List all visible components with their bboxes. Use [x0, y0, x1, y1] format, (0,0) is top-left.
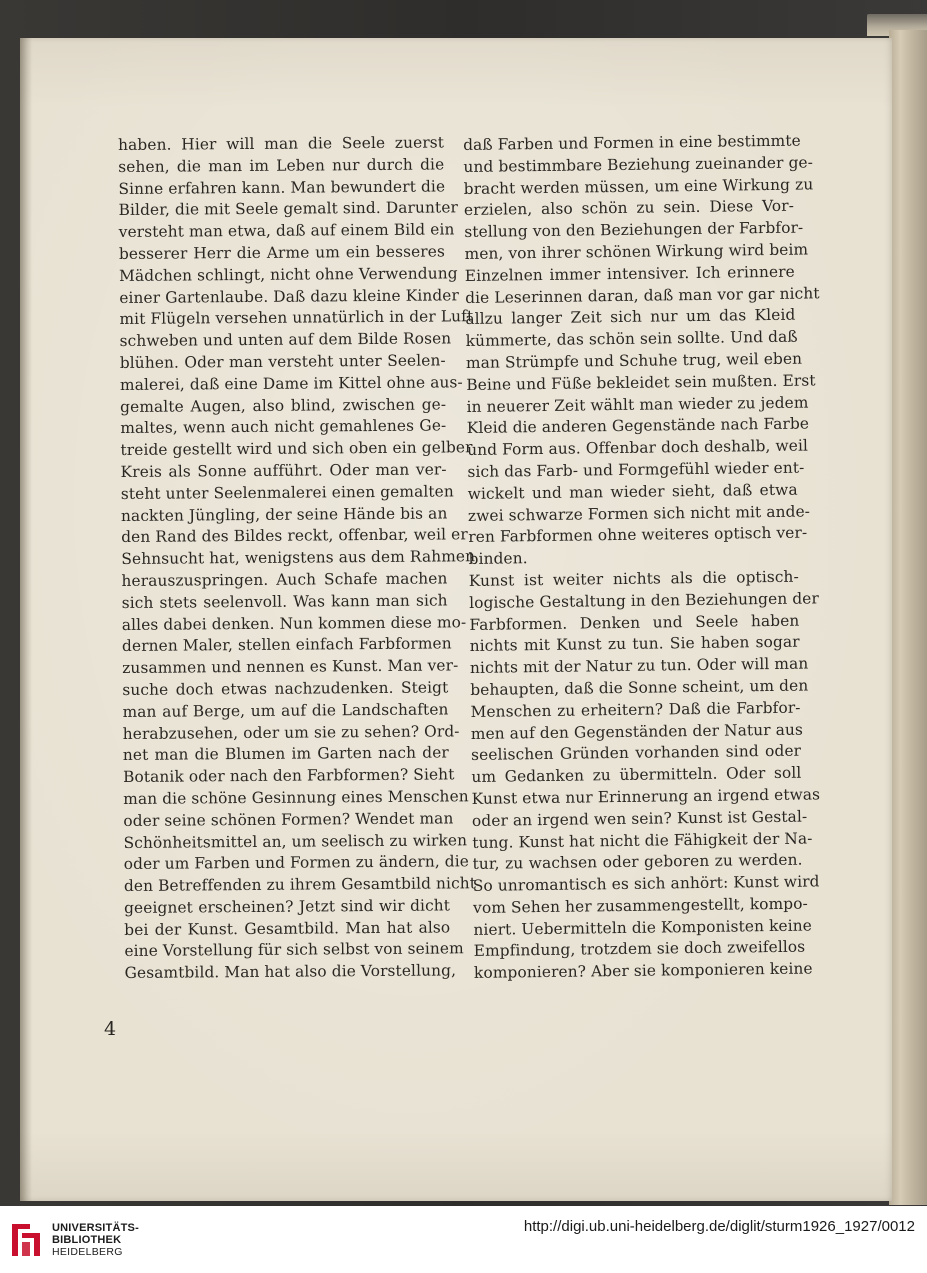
- text-line: und bestimmbare Beziehung zueinander ge-: [463, 153, 814, 176]
- text-line: Farbformen. Denken und Seele haben: [469, 611, 800, 634]
- text-line: bracht werden müssen, um eine Wirkung zu: [463, 175, 814, 198]
- text-line: sich das Farb- und Formgefühl wieder ent-: [467, 458, 805, 481]
- text-line: komponieren? Aber sie komponieren keine: [473, 959, 813, 983]
- text-line: um Gedanken zu übermitteln. Oder soll: [471, 763, 802, 787]
- text-line: in neuerer Zeit wählt man wieder zu jedem: [466, 393, 809, 416]
- text-line: sehen, die man im Leben nur durch die: [118, 155, 445, 176]
- text-line: die Leserinnen daran, daß man vor gar nicht: [465, 283, 820, 307]
- library-name[interactable]: [52, 1222, 139, 1258]
- text-line: kümmerte, das schön sein sollte. Und daß: [465, 327, 798, 351]
- book-page-edges: [889, 30, 927, 1205]
- text-line: men auf den Gegenständen der Natur aus: [470, 720, 804, 743]
- text-line: binden.: [468, 549, 528, 569]
- text-line: maltes, wenn auch nicht gemahlenes Ge-: [120, 416, 447, 438]
- text-line: eine Vorstellung für sich selbst von seinem: [124, 939, 464, 961]
- text-line: So unromantisch es sich anhört: Kunst wird: [472, 872, 820, 896]
- text-line: Beine und Füße bekleidet sein mußten. Erst: [466, 371, 816, 394]
- text-line: tung. Kunst hat nicht die Fähigkeit der Na-: [472, 828, 813, 852]
- text-line: Menschen zu erheitern? Daß die Farbfor-: [470, 698, 801, 721]
- text-line: nichts mit Kunst zu tun. Sie haben sogar: [469, 632, 800, 656]
- text-line: suche doch etwas nachzudenken. Steigt: [122, 678, 449, 699]
- text-line: Bilder, die mit Seele gemalt sind. Darunter: [118, 198, 459, 220]
- text-line: besserer Herr die Arme um ein besseres: [118, 242, 445, 263]
- text-line: Kleid die anderen Gegenstände nach Farbe: [466, 414, 810, 438]
- text-column-left: [118, 132, 477, 985]
- page-number: 4: [104, 1018, 117, 1040]
- text-line: nackten Jüngling, der seine Hände bis an: [120, 503, 448, 525]
- text-line: logische Gestaltung in den Beziehungen der: [469, 589, 820, 612]
- text-line: Gesamtbild. Man hat also die Vorstellung,: [124, 961, 457, 983]
- text-line: oder an irgend wen sein? Kunst ist Gestal-: [471, 807, 808, 830]
- text-line: und Form aus. Offenbar doch deshalb, weil: [467, 436, 809, 460]
- text-line: ren Farbformen ohne weiteres optisch ver-: [468, 523, 808, 547]
- text-line: sich stets seelenvoll. Was kann man sich: [121, 591, 448, 612]
- text-line: versteht man etwa, daß auf einem Bild ein: [118, 220, 455, 242]
- text-line: oder seine schönen Formen? Wendet man: [123, 809, 454, 830]
- text-line: Kunst etwa nur Erinnerung an irgend etwas: [471, 785, 821, 808]
- text-line: den Rand des Bildes reckt, offenbar, weil er: [121, 525, 468, 547]
- page-gutter-shadow: [20, 38, 32, 1201]
- text-line: steht unter Seelenmalerei einen gemalten: [120, 482, 454, 503]
- text-line: wickelt und man wieder sieht, daß etwa: [467, 480, 798, 503]
- text-line: herauszuspringen. Auch Schafe machen: [121, 569, 448, 590]
- text-line: stellung von den Beziehungen der Farbfor-: [464, 218, 804, 242]
- text-line: vom Sehen her zusammengestellt, kompo-: [472, 894, 808, 917]
- text-line: nichts mit der Natur zu tun. Oder will man: [469, 654, 809, 678]
- text-line: man Strümpfe und Schuhe trug, weil eben: [465, 349, 803, 372]
- text-line: net man die Blumen im Garten nach der: [122, 743, 449, 765]
- text-line: malerei, daß eine Dame im Kittel ohne aus-: [119, 373, 463, 394]
- text-line: behaupten, daß die Sonne scheint, um den: [470, 676, 809, 699]
- text-line: Einzelnen immer intensiver. Ich erinnere: [464, 262, 795, 285]
- text-line: haben. Hier will man die Seele zuerst: [118, 133, 445, 154]
- text-line: Mädchen schlingt, nicht ohne Verwendung: [119, 264, 458, 285]
- text-line: zwei schwarze Formen sich nicht mit ande-: [467, 502, 811, 525]
- text-line: einer Gartenlaube. Daß dazu kleine Kinder: [119, 285, 460, 307]
- digital-library-url-link[interactable]: http://digi.ub.uni-heidelberg.de/diglit/sturm1926_1927/0012: [523, 1218, 915, 1235]
- text-line: bei der Kunst. Gesamtbild. Man hat also: [124, 918, 451, 939]
- text-line: mit Flügeln versehen unnatürlich in der Luft: [119, 307, 474, 329]
- text-line: Kunst ist weiter nichts als die optisch-: [468, 567, 799, 590]
- text-line: blühen. Oder man versteht unter Seelen-: [119, 351, 446, 372]
- text-line: man auf Berge, um auf die Landschaften: [122, 700, 449, 721]
- text-line: man die schöne Gesinnung eines Menschen: [123, 787, 469, 808]
- text-line: men, von ihrer schönen Wirkung wird beim: [464, 240, 809, 263]
- text-line: seelischen Gründen vorhanden sind oder: [471, 741, 802, 765]
- text-line: geeignet erscheinen? Jetzt sind wir dicht: [123, 896, 451, 917]
- university-library-logo-icon[interactable]: [10, 1220, 44, 1260]
- text-line: dernen Maler, stellen einfach Farbformen: [121, 634, 452, 656]
- text-line: herabzusehen, oder um sie zu sehen? Ord-: [122, 721, 460, 743]
- text-line: daß Farben und Formen in eine bestimmte: [463, 131, 801, 154]
- text-line: allzu langer Zeit sich nur um das Kleid: [465, 306, 796, 329]
- text-line: Sinne erfahren kann. Man bewundert die: [118, 177, 446, 198]
- text-line: erzielen, also schön zu sein. Diese Vor-: [463, 197, 795, 220]
- library-name-line2: BIBLIOTHEK: [52, 1234, 122, 1246]
- text-line: oder um Farben und Formen zu ändern, die: [123, 852, 470, 874]
- text-line: Botanik oder nach den Farbformen? Sieht: [122, 765, 455, 787]
- text-line: treide gestellt wird und sich oben ein gelber: [120, 438, 473, 460]
- library-name-line1: UNIVERSITÄTS-: [52, 1222, 139, 1234]
- footer-bar: [0, 1206, 927, 1273]
- library-name-line3: HEIDELBERG: [52, 1246, 123, 1258]
- text-line: tur, zu wachsen oder geboren zu werden.: [472, 850, 803, 874]
- text-line: Empfindung, trotzdem sie doch zweifellos: [473, 938, 806, 961]
- text-line: den Betreffenden zu ihrem Gesamtbild nicht: [123, 874, 477, 896]
- text-line: zusammen und nennen es Kunst. Man ver-: [122, 656, 459, 678]
- text-line: Kreis als Sonne aufführt. Oder man ver-: [120, 460, 447, 481]
- text-line: Schönheitsmittel an, um seelisch zu wirken: [123, 830, 468, 852]
- text-line: schweben und unten auf dem Bilde Rosen: [119, 329, 452, 351]
- text-line: niert. Uebermitteln die Komponisten keine: [473, 916, 813, 939]
- text-line: gemalte Augen, also blind, zwischen ge-: [120, 394, 447, 416]
- text-line: Sehnsucht hat, wenigstens aus dem Rahmen: [121, 547, 476, 569]
- text-line: alles dabei denken. Nun kommen diese mo-: [121, 612, 467, 634]
- text-column-right: [463, 131, 821, 985]
